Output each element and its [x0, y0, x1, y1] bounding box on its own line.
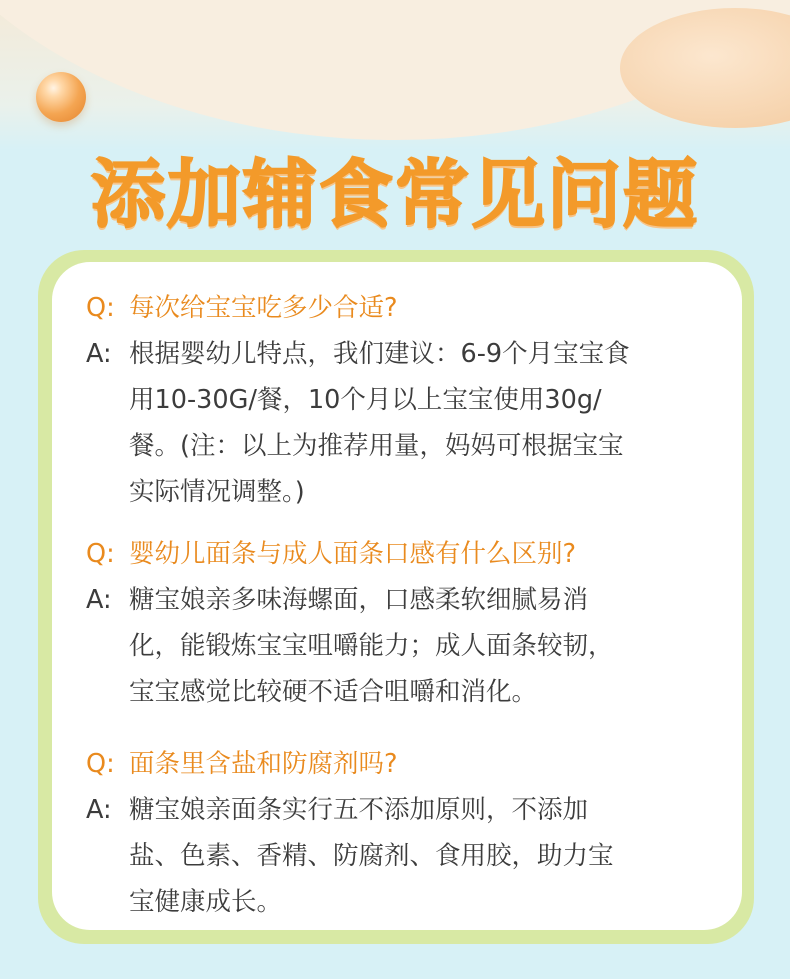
answer-line: 用10-30G/餐，10个月以上宝宝使用30g/ [129, 385, 602, 415]
question-text: 每次给宝宝吃多少合适? [129, 293, 398, 323]
faq-answer [86, 331, 726, 515]
faq-item-2 [86, 531, 726, 715]
answer-line: 宝宝感觉比较硬不适合咀嚼和消化。 [129, 677, 538, 707]
faq-question [86, 285, 726, 331]
answer-line: 糖宝娘亲多味海螺面，口感柔软细腻易消 [129, 585, 589, 615]
answer-prefix: A: [86, 339, 112, 369]
answer-text [129, 787, 614, 925]
answer-prefix: A: [86, 585, 112, 615]
question-prefix: Q: [86, 539, 115, 569]
faq-question [86, 531, 726, 577]
answer-text [129, 331, 630, 515]
answer-prefix: A: [86, 795, 112, 825]
answer-line: 根据婴幼儿特点，我们建议：6-9个月宝宝食 [129, 339, 630, 369]
faq-answer [86, 577, 726, 715]
faq-answer [86, 787, 726, 925]
answer-line: 化，能锻炼宝宝咀嚼能力；成人面条较韧， [129, 631, 614, 661]
answer-line: 宝健康成长。 [129, 887, 283, 917]
question-prefix: Q: [86, 749, 115, 779]
faq-item-1 [86, 285, 726, 515]
question-text: 婴幼儿面条与成人面条口感有什么区别? [129, 539, 577, 569]
faq-question [86, 741, 726, 787]
answer-text [129, 577, 614, 715]
faq-item-3 [86, 741, 726, 925]
question-text: 面条里含盐和防腐剂吗? [129, 749, 398, 779]
decorative-ball-icon [36, 72, 86, 122]
answer-line: 餐。(注：以上为推荐用量，妈妈可根据宝宝 [129, 431, 624, 461]
page-title: 添加辅食常见问题 [91, 152, 699, 238]
answer-line: 盐、色素、香精、防腐剂、食用胶，助力宝 [129, 841, 614, 871]
question-prefix: Q: [86, 293, 115, 323]
answer-line: 糖宝娘亲面条实行五不添加原则，不添加 [129, 795, 589, 825]
answer-line: 实际情况调整。) [129, 477, 305, 507]
